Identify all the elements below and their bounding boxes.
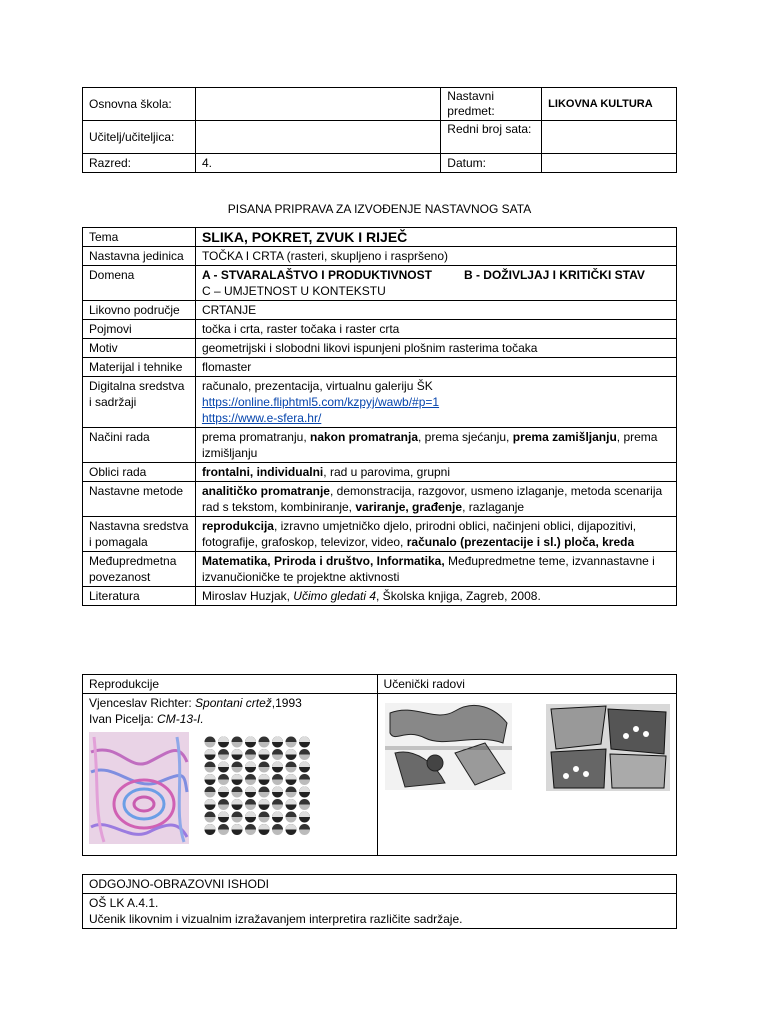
nacini-text-3: , prema izmišljanju	[201, 430, 658, 460]
lesson-plan-table	[82, 227, 677, 606]
picelj-title: CM-13-I.	[157, 712, 204, 726]
domena-a: A - STVARALAŠTVO I PRODUKTIVNOST	[201, 268, 432, 282]
domena-b: B - DOŽIVLJAJ I KRITIČKI STAV	[463, 268, 645, 282]
podrucje-label: Likovno područje	[83, 301, 196, 320]
domena-label: Domena	[83, 266, 196, 301]
subject-label: Nastavni predmet:	[441, 88, 542, 121]
outcomes-table	[82, 874, 677, 929]
grade-label: Razred:	[83, 154, 196, 173]
literatura-value	[195, 587, 676, 606]
tema-label: Tema	[83, 228, 196, 247]
literatura-label: Literatura	[83, 587, 196, 606]
metode-bold-2: variranje, građenje	[355, 500, 463, 514]
teacher-value[interactable]	[195, 121, 440, 154]
metode-text-1: , demonstracija, razgovor, usmeno izlaganje, metoda scenarija rad s tekstom, kombiniranje,	[201, 484, 663, 514]
richter-year: ,1993	[271, 696, 302, 710]
date-value[interactable]	[542, 154, 677, 173]
motiv-value: geometrijski i slobodni likovi ispunjeni plošnim rasterima točaka	[195, 339, 676, 358]
motiv-label: Motiv	[83, 339, 196, 358]
ucenicki-radovi-header: Učenički radovi	[377, 675, 676, 694]
podrucje-value: CRTANJE	[195, 301, 676, 320]
tema-value: SLIKA, POKRET, ZVUK I RIJEČ	[195, 228, 676, 247]
nacini-bold-2: prema zamišljanju	[512, 430, 617, 444]
jedinica-value: TOČKA I CRTA (rasteri, skupljeno i raspršeno)	[195, 247, 676, 266]
oblici-label: Oblici rada	[83, 463, 196, 482]
fliphtml5-link[interactable]: https://online.fliphtml5.com/kzpyj/wawb/#p=1	[201, 395, 440, 409]
medupredmetna-text: Međupredmetne teme, izvannastavne i izvanučioničke te projektne aktivnosti	[201, 554, 655, 584]
medupredmetna-label: Međupredmetna povezanost	[83, 552, 196, 587]
metode-label: Nastavne metode	[83, 482, 196, 517]
richter-title: Spontani crtež	[195, 696, 272, 710]
page-title: PISANA PRIPRAVA ZA IZVOĐENJE NASTAVNOG SATA	[227, 202, 532, 216]
ishodi-code: OŠ LK A.4.1.	[89, 896, 159, 910]
digitalna-label: Digitalna sredstva i sadržaji	[83, 377, 196, 428]
pojmovi-label: Pojmovi	[83, 320, 196, 339]
lesson-number-value[interactable]	[542, 121, 677, 154]
teacher-label: Učitelj/učiteljica:	[83, 121, 196, 154]
ishodi-content	[83, 894, 677, 929]
literatura-author: Miroslav Huzjak,	[201, 589, 294, 603]
metode-bold-1: analitičko promatranje	[201, 484, 330, 498]
materijal-value: flomaster	[195, 358, 676, 377]
domena-c: C – UMJETNOST U KONTEKSTU	[201, 284, 386, 298]
ishodi-text: Učenik likovnim i vizualnim izražavanjem interpretira različite sadržaje.	[89, 912, 463, 926]
esfera-link[interactable]: https://www.e-sfera.hr/	[201, 411, 322, 425]
school-label: Osnovna škola:	[83, 88, 196, 121]
medupredmetna-bold: Matematika, Priroda i društvo, Informatika,	[201, 554, 445, 568]
metode-value	[195, 482, 676, 517]
sredstva-text: , izravno umjetničko djelo, prirodni oblici, načinjeni oblici, dijapozitivi, fotografije, grafoskop, televizor, video,	[201, 519, 637, 549]
header-table	[82, 87, 677, 173]
reprodukcije-header: Reprodukcije	[83, 675, 378, 694]
oblici-value	[195, 463, 676, 482]
nacini-bold-1: nakon promatranja	[309, 430, 419, 444]
oblici-bold: frontalni, individualni	[201, 465, 324, 479]
date-label: Datum:	[441, 154, 542, 173]
digitalna-value	[195, 377, 676, 428]
digitalna-text: računalo, prezentacija, virtualnu galeriju ŠK	[201, 379, 433, 393]
picelj-author: Ivan Picelja:	[89, 712, 158, 726]
grade-value: 4.	[195, 154, 440, 173]
literatura-book: Učimo gledati 4	[293, 589, 377, 603]
sredstva-bold-2: računalo (prezentacije i sl.) ploča, kreda	[406, 535, 635, 549]
jedinica-label: Nastavna jedinica	[83, 247, 196, 266]
picelj-artwork-image	[203, 735, 313, 838]
lesson-number-label: Redni broj sata:	[441, 121, 542, 154]
sredstva-label: Nastavna sredstva i pomagala	[83, 517, 196, 552]
oblici-text: , rad u parovima, grupni	[323, 465, 451, 479]
pojmovi-value: točka i crta, raster točaka i raster crta	[195, 320, 676, 339]
ishodi-header: ODGOJNO-OBRAZOVNI ISHODI	[83, 875, 677, 894]
nacini-text-2: , prema sjećanju,	[418, 430, 513, 444]
literatura-publisher: , Školska knjiga, Zagreb, 2008.	[376, 589, 541, 603]
medupredmetna-value	[195, 552, 676, 587]
sredstva-bold-1: reprodukcija	[201, 519, 274, 533]
student-work-image-1	[385, 703, 512, 790]
richter-author: Vjenceslav Richter:	[89, 696, 196, 710]
nacini-text-1: prema promatranju,	[201, 430, 310, 444]
subject-value: LIKOVNA KULTURA	[542, 88, 677, 121]
school-value[interactable]	[195, 88, 440, 121]
nacini-value	[195, 428, 676, 463]
student-work-image-2	[546, 704, 670, 791]
materijal-label: Materijal i tehnike	[83, 358, 196, 377]
domena-value	[195, 266, 676, 301]
nacini-label: Načini rada	[83, 428, 196, 463]
metode-text-2: , razlaganje	[462, 500, 525, 514]
sredstva-value	[195, 517, 676, 552]
richter-artwork-image	[89, 732, 189, 844]
